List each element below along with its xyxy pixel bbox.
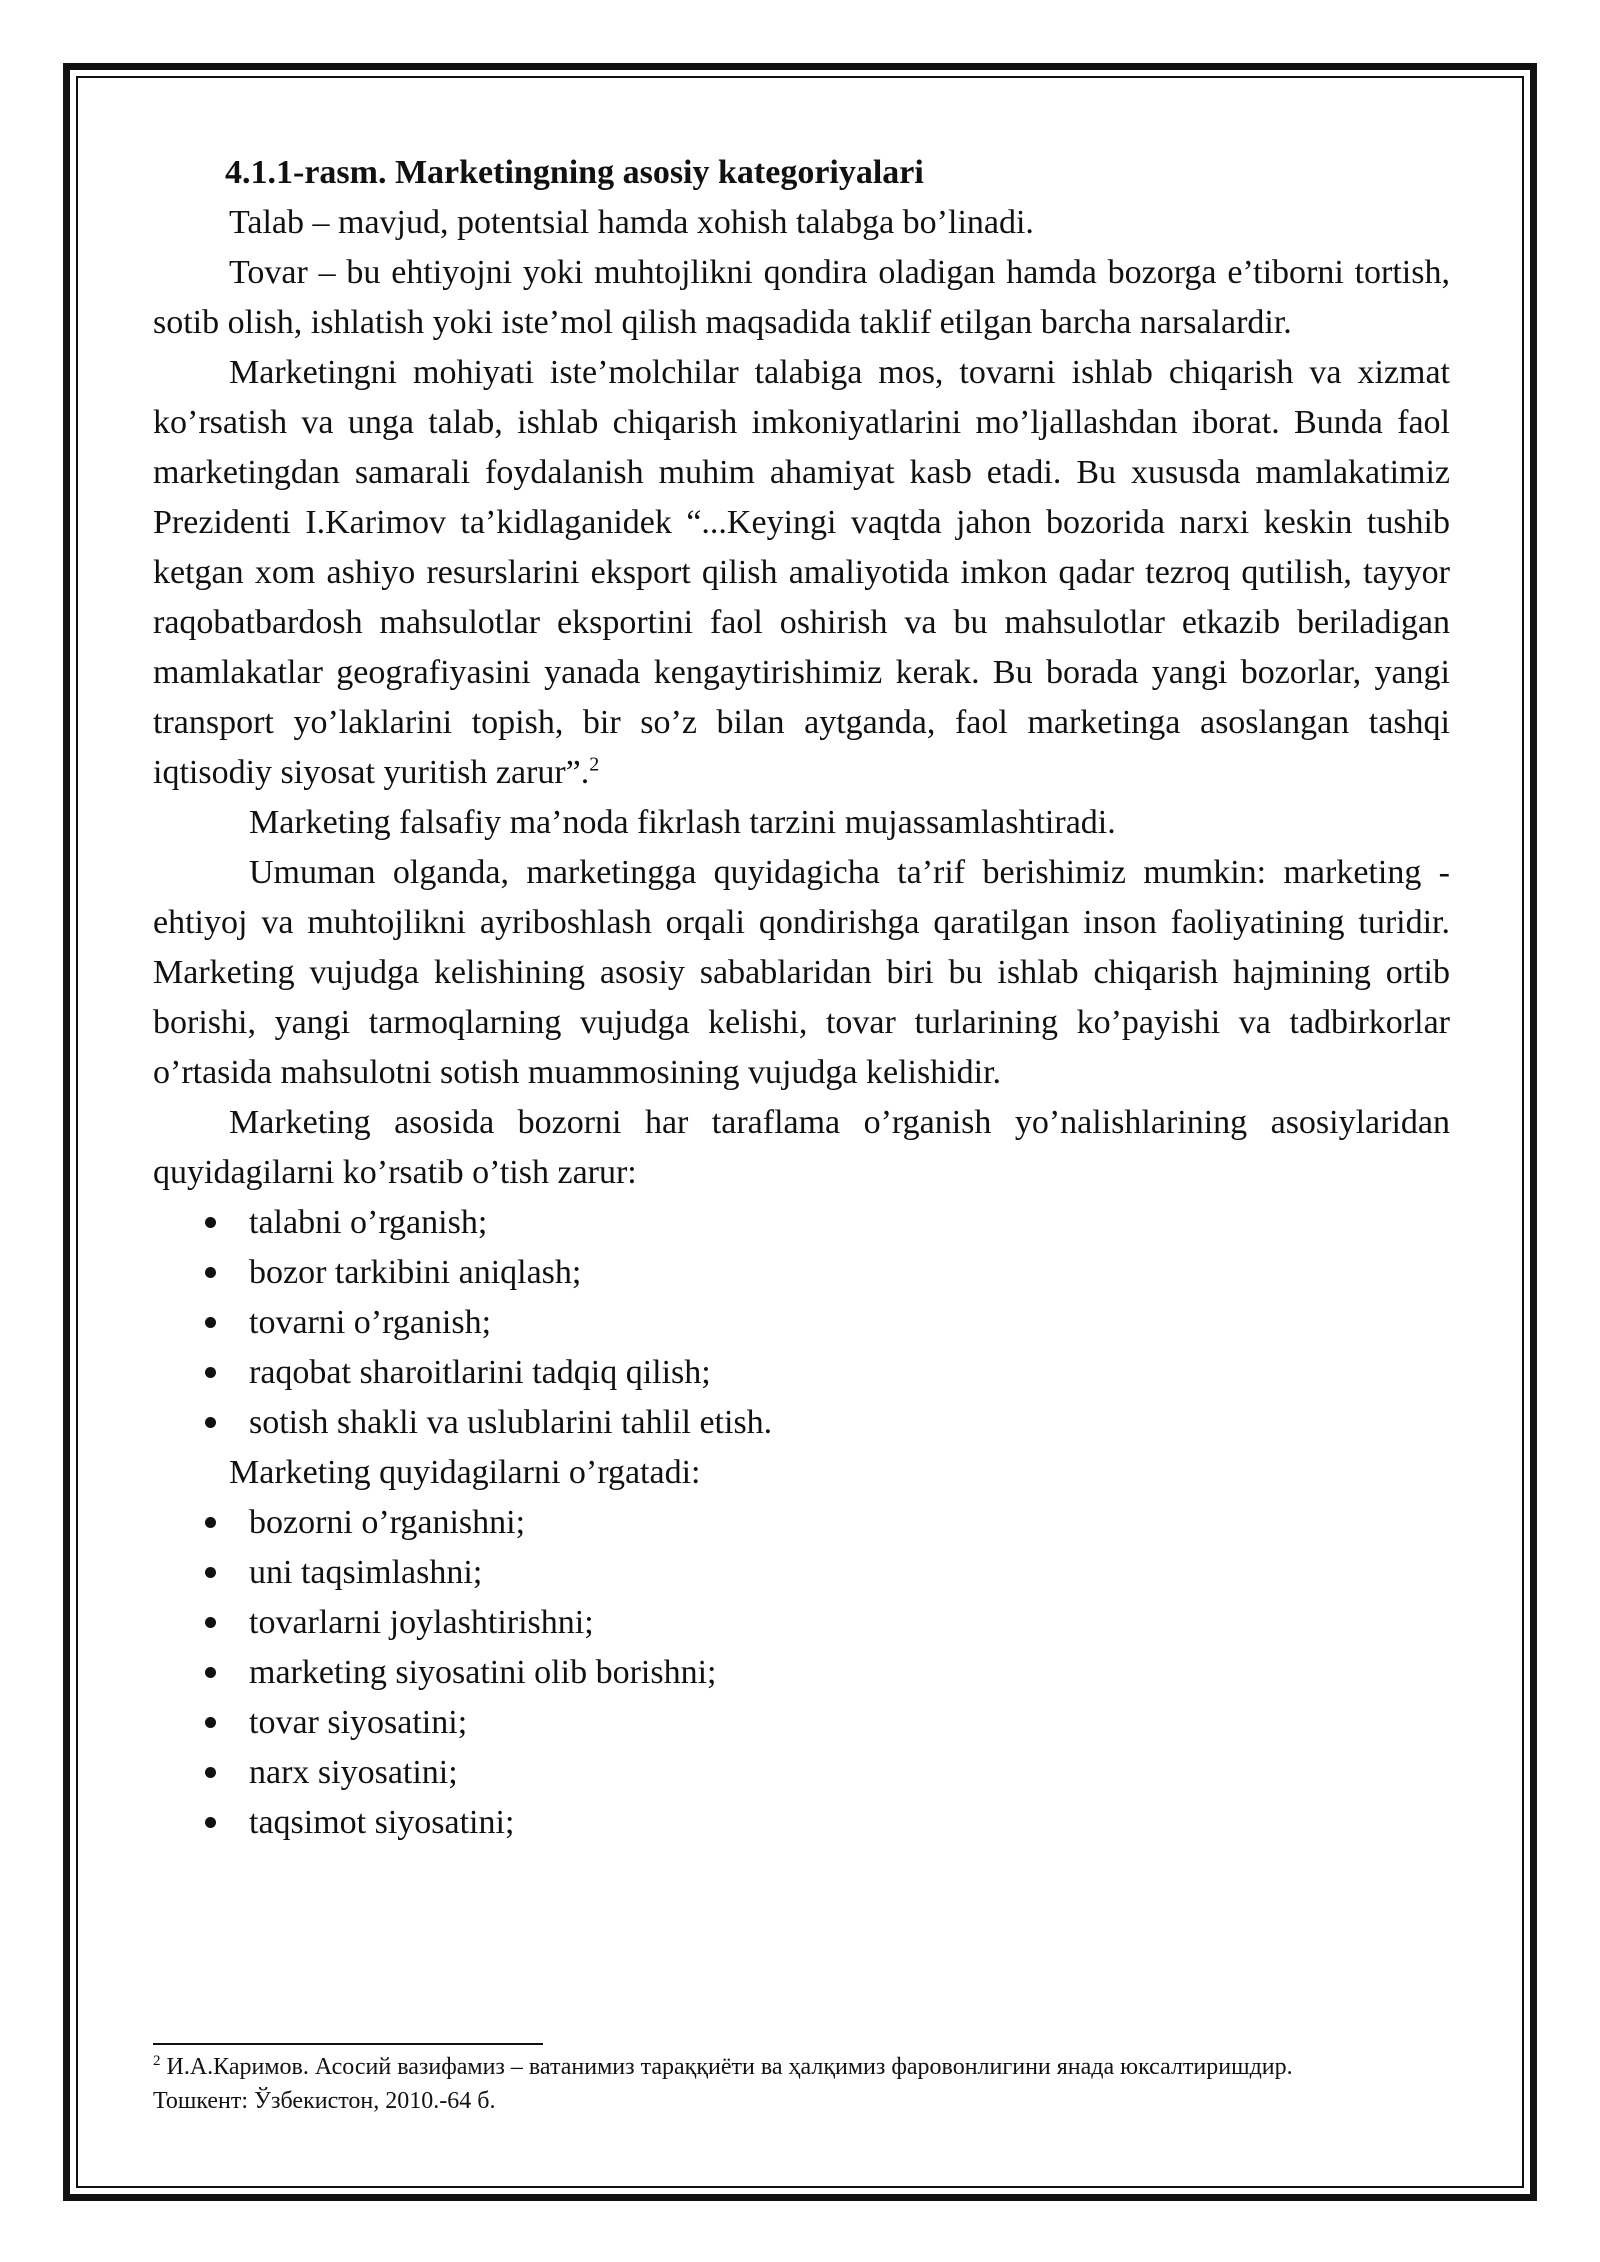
bullet-icon [205, 1317, 216, 1328]
paragraph-falsafiy: Marketing falsafiy ma’noda fikrlash tarzini mujassamlashtiradi. [249, 804, 1116, 841]
footnote-separator [153, 2043, 543, 2045]
bullet-icon [205, 1717, 216, 1728]
paragraph-umuman: Umuman olganda, marketingga quyidagicha ta’rif berishimiz mumkin: marketing - ehtiyoj va muhtojlikni ayriboshlash orqali qondirishga qaratilgan inson faoliyatining turidir. Marketing vujudga kelishining asosiy sabablaridan biri bu ishlab chiqarish hajmining ortib borishi, yangi tarmoqlarning vujudga kelishi, tovar turlarining ko’payishi va tadbirkorlar o’rtasida mahsulotni sotish muammosining vujudga kelishidir. [153, 854, 1450, 1091]
bullet-icon [205, 1617, 216, 1628]
paragraph-asosida: Marketing asosida bozorni har taraflama o’rganish yo’nalishlarining asosiylaridan quyidagilarni ko’rsatib o’tish zarur: [153, 1104, 1450, 1191]
bullet-icon [205, 1267, 216, 1278]
bullet-icon [205, 1667, 216, 1678]
list-item: bozorni o’rganishni; [153, 1498, 1450, 1548]
bullet-icon [205, 1517, 216, 1528]
list-item: uni taqsimlashni; [153, 1548, 1450, 1598]
footnote-line-1 [153, 2050, 1450, 2084]
list-item: bozor tarkibini aniqlash; [153, 1248, 1450, 1298]
footnote-text: И.А.Каримов. Асосий вазифамиз – ватанимиз тараққиёти ва ҳалқимиз фаровонлигини янада юксалтиришдир. [166, 2054, 1293, 2080]
bullet-icon [205, 1367, 216, 1378]
paragraph-mohiyat-text: Marketingni mohiyati iste’molchilar talabiga mos, tovarni ishlab chiqarish va xizmat ko’rsatish va unga talab, ishlab chiqarish imkoniyatlarini mo’ljallashdan iborat. Bunda faol marketingdan samarali foydalanish muhim ahamiyat kasb etadi. Bu xususda mamlakatimiz Prezidenti I.Karimov ta’kidlaganidek “...Keyingi vaqtda jahon bozorida narxi keskin tushib ketgan xom ashiyo resurslarini eksport qilish amaliyotida imkon qadar tezroq qutilish, tayyor raqobatbardosh mahsulotlar eksportini faol oshirish va bu mahsulotlar etkazib beriladigan mamlakatlar geografiyasini yanada kengaytirishimiz kerak. Bu borada yangi bozorlar, yangi transport yo’laklarini topish, bir so’z bilan aytganda, faol marketinga asoslangan tashqi iqtisodiy siyosat yuritish zarur”. [153, 354, 1450, 791]
list-item: marketing siyosatini olib borishni; [153, 1648, 1450, 1698]
bullet-icon [205, 1567, 216, 1578]
bullet-icon [205, 1217, 216, 1228]
paragraph-mohiyat [153, 348, 1450, 798]
paragraph-talab: Talab – mavjud, potentsial hamda xohish talabga bo’linadi. [229, 204, 1034, 241]
list-item: raqobat sharoitlarini tadqiq qilish; [153, 1348, 1450, 1398]
footnote-number: 2 [153, 2053, 161, 2069]
paragraph-tovar: Tovar – bu ehtiyojni yoki muhtojlikni qondira oladigan hamda bozorga e’tiborni tortish, sotib olish, ishlatish yoki iste’mol qilish maqsadida taklif etilgan barcha narsalardir. [153, 254, 1450, 341]
figure-caption-heading: 4.1.1-rasm. Marketingning asosiy kategoriyalari [225, 154, 924, 191]
research-directions-list [153, 1198, 1450, 1448]
list-item: tovar siyosatini; [153, 1698, 1450, 1748]
footnote-line-2: Тошкент: Ўзбекистон, 2010.-64 б. [153, 2088, 496, 2114]
bullet-icon [205, 1417, 216, 1428]
paragraph-list2-intro: Marketing quyidagilarni o’rgatadi: [229, 1454, 701, 1491]
list-item: sotish shakli va uslublarini tahlil etish. [153, 1398, 1450, 1448]
list-item: taqsimot siyosatini; [153, 1798, 1450, 1848]
footnote-reference: 2 [589, 753, 600, 776]
list-item: narx siyosatini; [153, 1748, 1450, 1798]
bullet-icon [205, 1817, 216, 1828]
list-item: talabni o’rganish; [153, 1198, 1450, 1248]
page-body [153, 148, 1450, 1848]
marketing-teaches-list [153, 1498, 1450, 1848]
bullet-icon [205, 1767, 216, 1778]
footnote [153, 2050, 1450, 2118]
list-item: tovarni o’rganish; [153, 1298, 1450, 1348]
list-item: tovarlarni joylashtirishni; [153, 1598, 1450, 1648]
